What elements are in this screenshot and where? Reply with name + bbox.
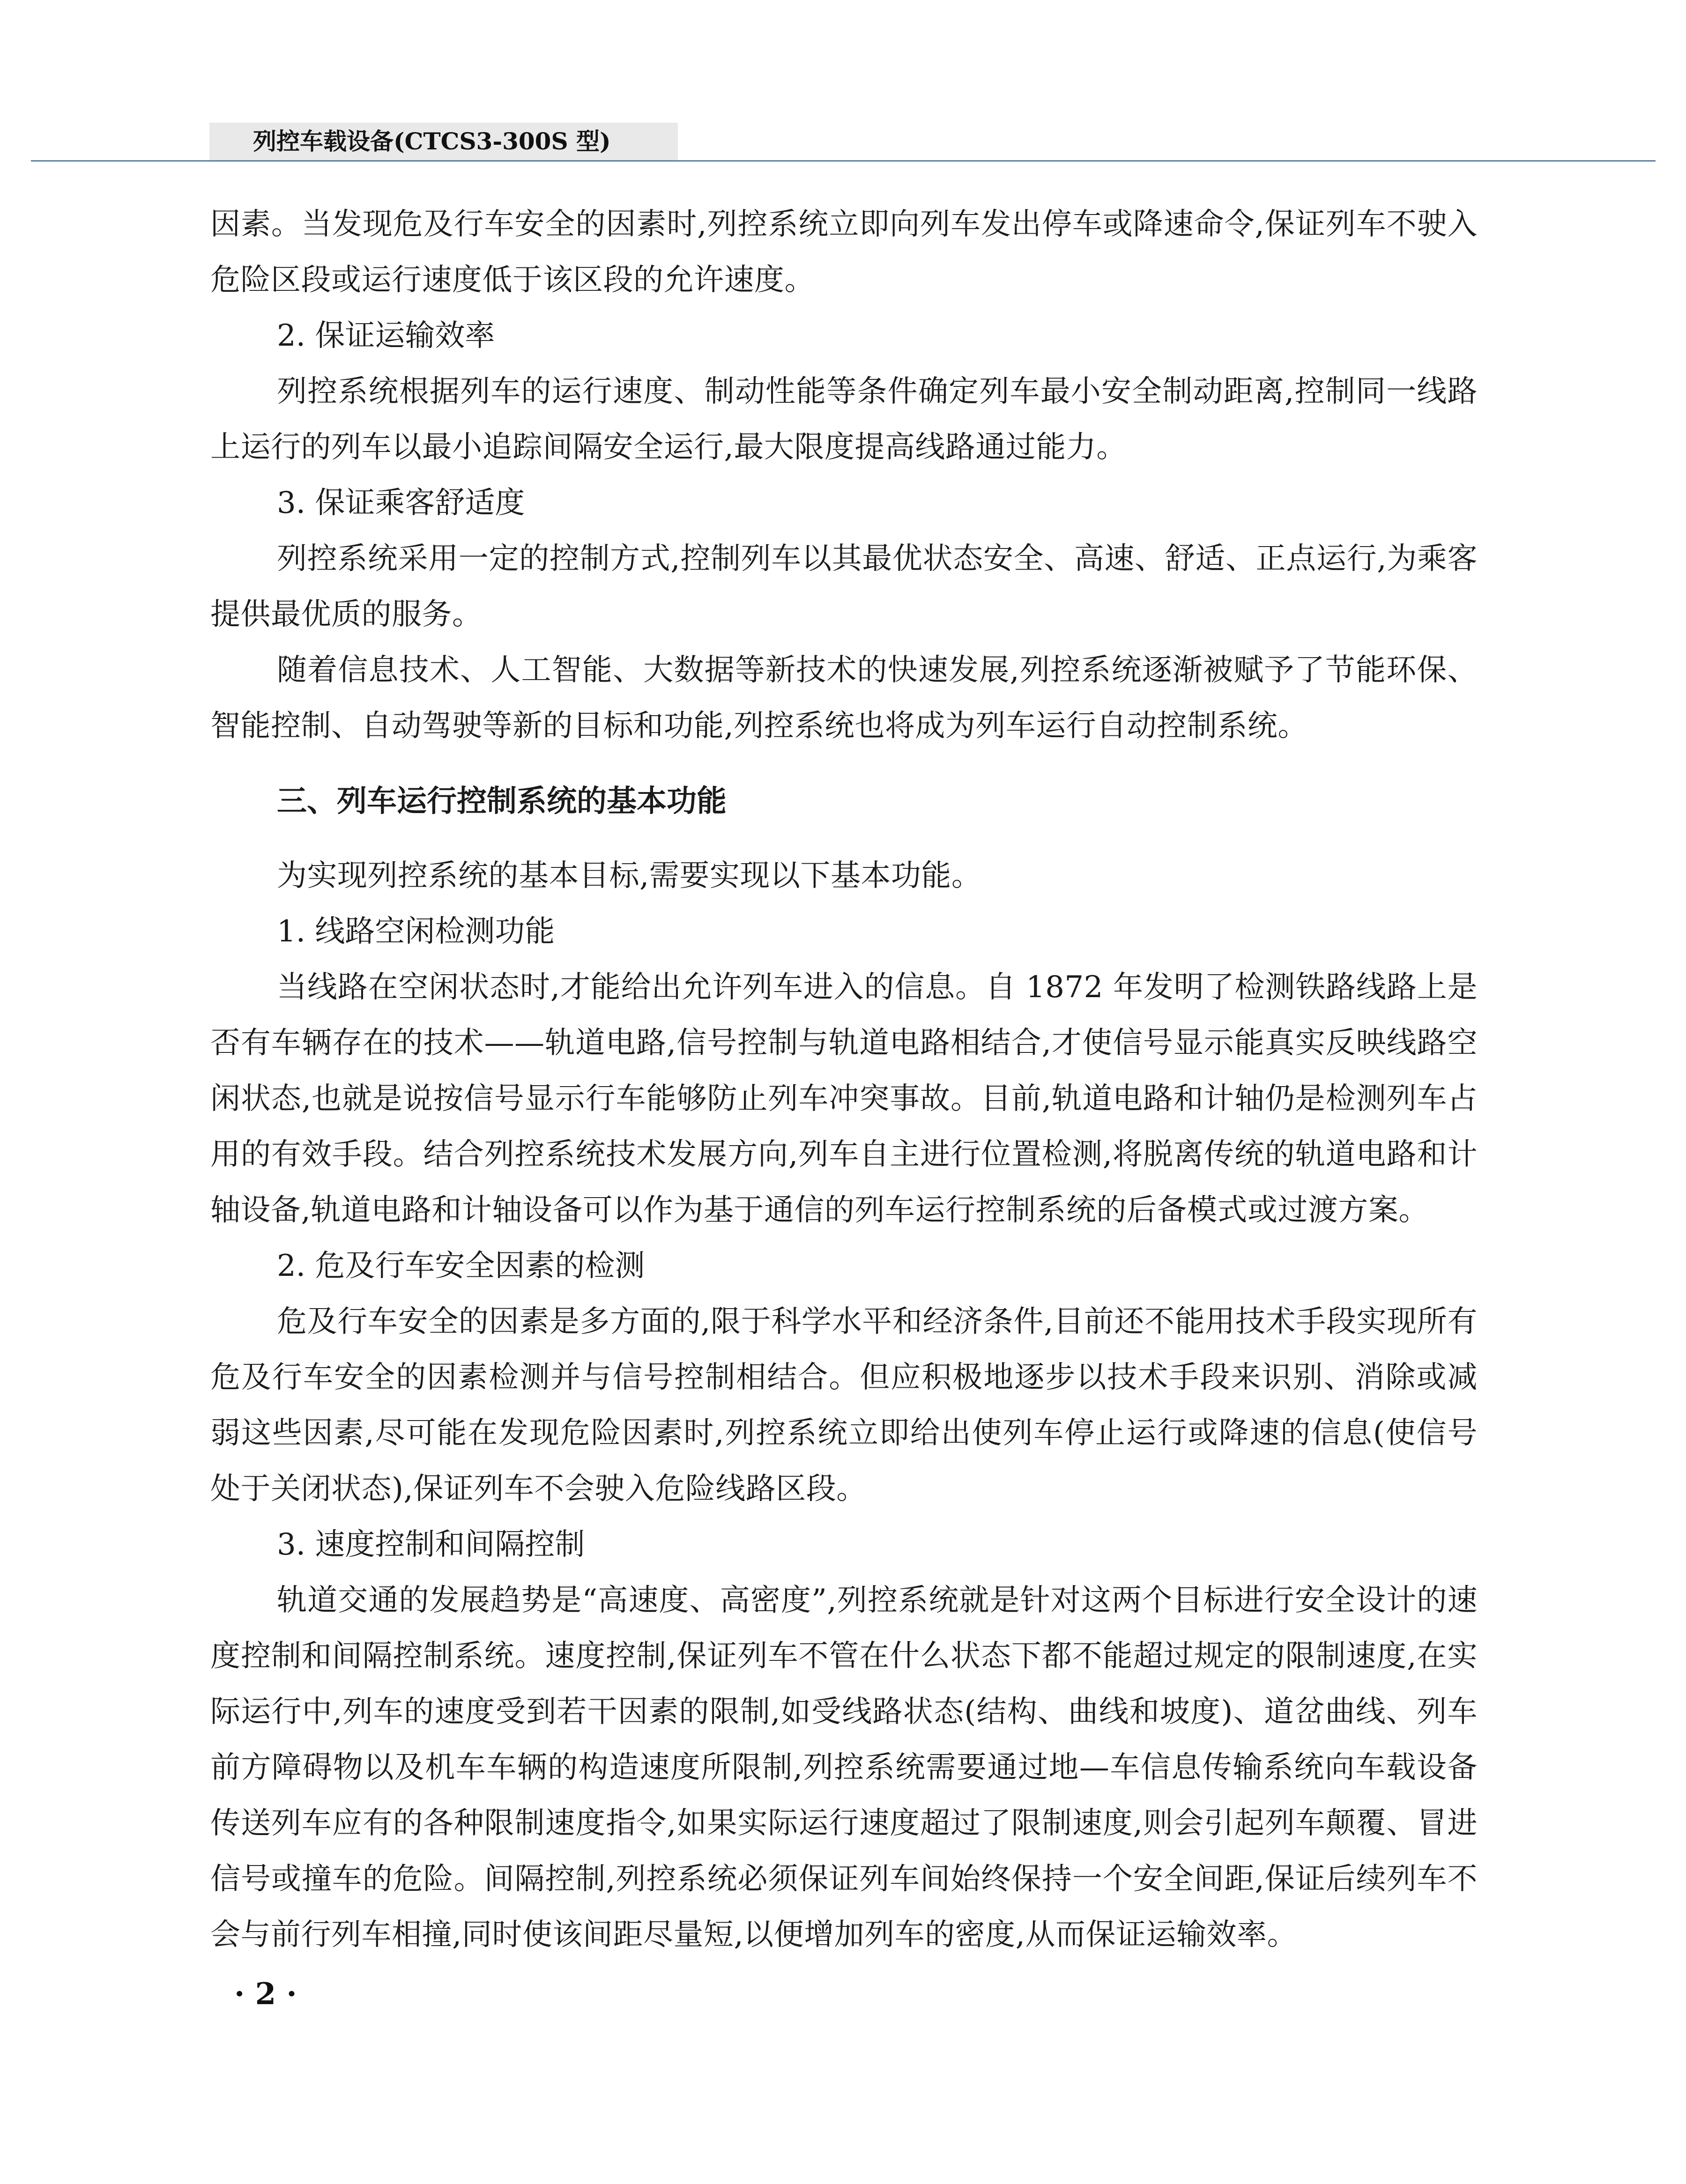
subheading: 3. 保证乘客舒适度: [277, 486, 525, 520]
page-number: · 2 ·: [234, 1977, 297, 2012]
paragraph: 危及行车安全的因素是多方面的,限于科学水平和经济条件,目前还不能用技术手段实现所有危及行车安全的因素检测并与信号控制相结合。但应积极地逐步以技术手段来识别、消除或减弱这些因素,尽可能在发现危险因素时,列控系统立即给出使列车停止运行或降速的信息(使信号处于关闭状态),保证列车不会驶入危险线路区段。: [210, 1304, 1478, 1506]
subheading: 2. 危及行车安全因素的检测: [277, 1249, 645, 1283]
section-heading: 三、列车运行控制系统的基本功能: [277, 784, 727, 819]
page-body: [210, 197, 1478, 1963]
book-title: 列控车载设备(CTCS3-300S 型): [253, 127, 611, 155]
subheading: 3. 速度控制和间隔控制: [277, 1527, 585, 1562]
paragraph: 当线路在空闲状态时,才能给出允许列车进入的信息。自 1872 年发明了检测铁路线路上是否有车辆存在的技术——轨道电路,信号控制与轨道电路相结合,才使信号显示能真实反映线路空闲状态,也就是说按信号显示行车能够防止列车冲突事故。目前,轨道电路和计轴仍是检测列车占用的有效手段。结合列控系统技术发展方向,列车自主进行位置检测,将脱离传统的轨道电路和计轴设备,轨道电路和计轴设备可以作为基于通信的列车运行控制系统的后备模式或过渡方案。: [210, 970, 1478, 1228]
paragraph: 因素。当发现危及行车安全的因素时,列控系统立即向列车发出停车或降速命令,保证列车不驶入危险区段或运行速度低于该区段的允许速度。: [210, 207, 1478, 297]
paragraph: 列控系统采用一定的控制方式,控制列车以其最优状态安全、高速、舒适、正点运行,为乘客提供最优质的服务。: [210, 541, 1478, 632]
paragraph: 为实现列控系统的基本目标,需要实现以下基本功能。: [277, 859, 982, 893]
paragraph: 随着信息技术、人工智能、大数据等新技术的快速发展,列控系统逐渐被赋予了节能环保、智能控制、自动驾驶等新的目标和功能,列控系统也将成为列车运行自动控制系统。: [210, 653, 1478, 743]
header-divider: [31, 160, 1656, 162]
subheading: 2. 保证运输效率: [277, 318, 495, 353]
paragraph: 轨道交通的发展趋势是“高速度、高密度”,列控系统就是针对这两个目标进行安全设计的速度控制和间隔控制系统。速度控制,保证列车不管在什么状态下都不能超过规定的限制速度,在实际运行中,列车的速度受到若干因素的限制,如受线路状态(结构、曲线和坡度)、道岔曲线、列车前方障碍物以及机车车辆的构造速度所限制,列控系统需要通过地—车信息传输系统向车载设备传送列车应有的各种限制速度指令,如果实际运行速度超过了限制速度,则会引起列车颠覆、冒进信号或撞车的危险。间隔控制,列控系统必须保证列车间始终保持一个安全间距,保证后续列车不会与前行列车相撞,同时使该间距尽量短,以便增加列车的密度,从而保证运输效率。: [210, 1583, 1478, 1952]
paragraph: 列控系统根据列车的运行速度、制动性能等条件确定列车最小安全制动距离,控制同一线路上运行的列车以最小追踪间隔安全运行,最大限度提高线路通过能力。: [210, 374, 1478, 465]
subheading: 1. 线路空闲检测功能: [277, 914, 555, 949]
